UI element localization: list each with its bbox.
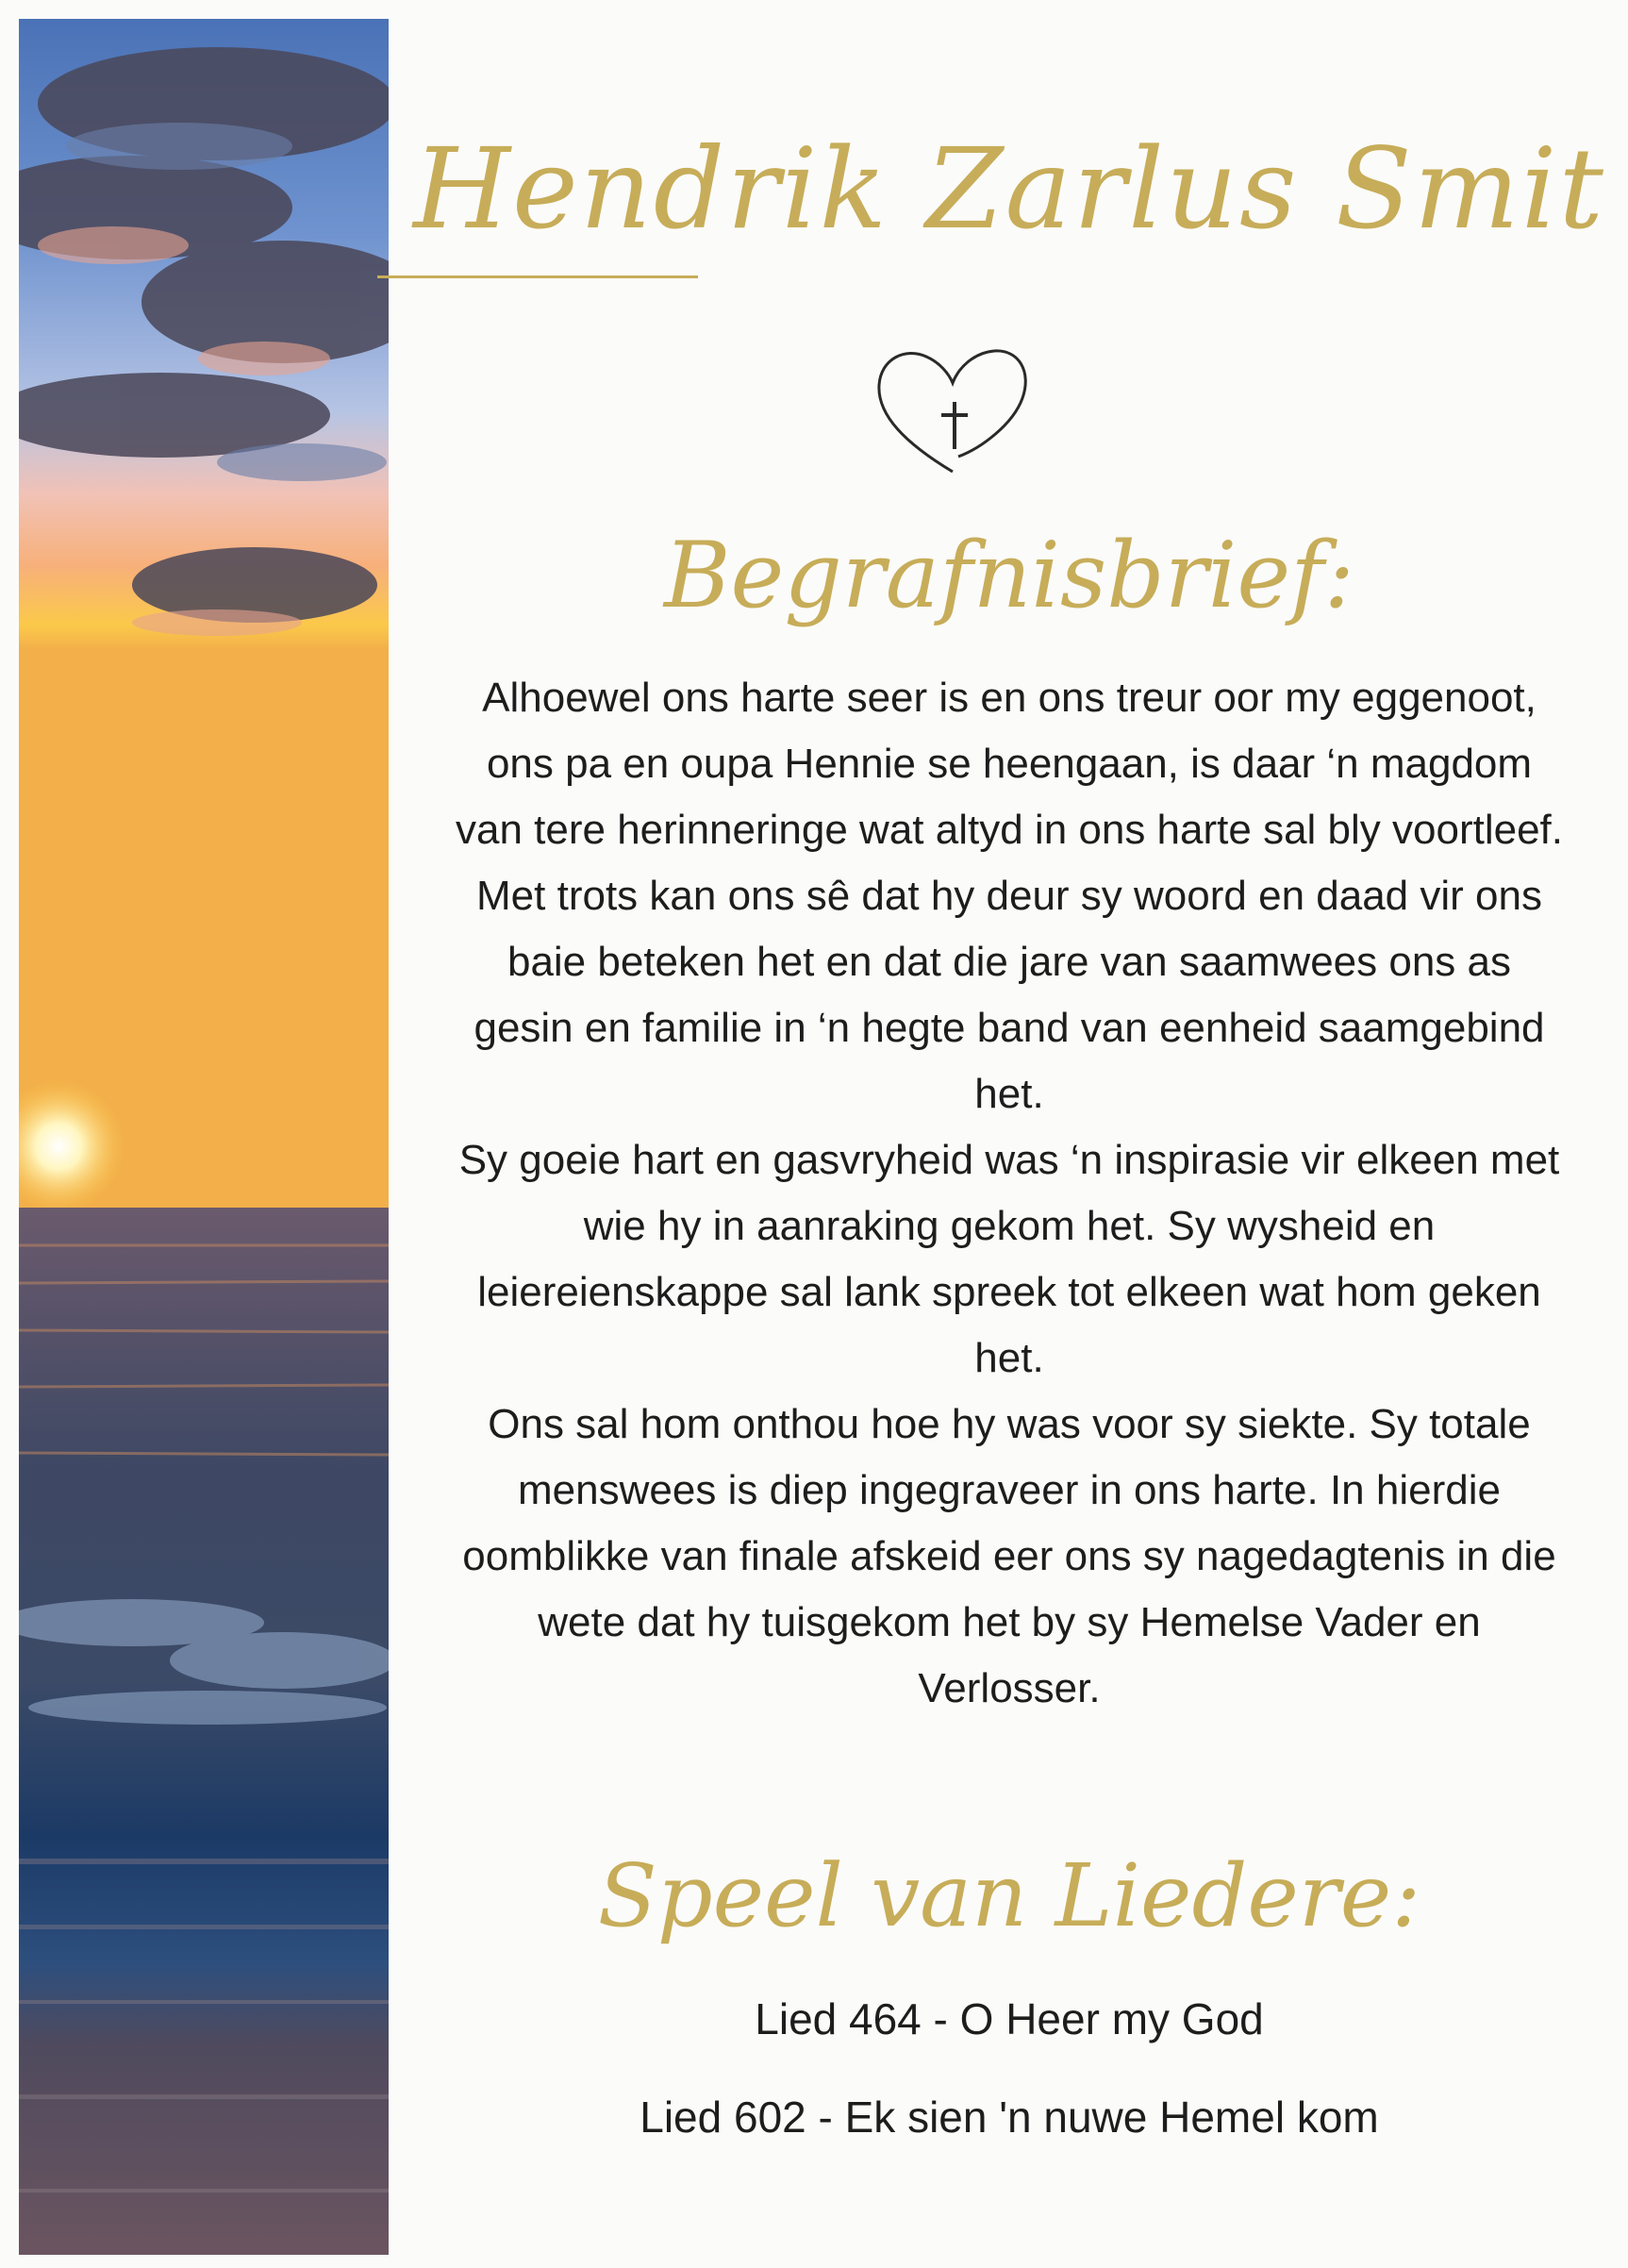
songs-heading: Speel van Liedere: xyxy=(597,1845,1421,1946)
letter-paragraph: Sy goeie hart en gasvryheid was ‘n inspirasie vir elkeen met wie hy in aanraking gekom het. Sy wysheid en leiereienskappe sal lank spreek tot elkeen wat hom geken het. xyxy=(458,1137,1560,1381)
letter-heading: Begrafnisbrief: xyxy=(664,523,1354,628)
title-text: Hendrik Zarlus Smit xyxy=(413,124,1605,254)
songs-list xyxy=(453,1986,1566,2182)
heart-cross-icon xyxy=(868,340,1038,481)
letter-content xyxy=(396,19,1622,2255)
song-item: Lied 602 - Ek sien 'n nuwe Hemel kom xyxy=(640,2093,1379,2142)
sunset-photo xyxy=(19,19,389,2255)
deceased-name-title xyxy=(396,75,1622,321)
letter-paragraph: Ons sal hom onthou hoe hy was voor sy siekte. Sy totale menswees is diep ingegraveer in ons harte. In hierdie oomblikke van finale afskeid eer ons sy nagedagtenis in die wete dat hy tuisgekom het by sy Hemelse Vader en Verlosser. xyxy=(462,1401,1556,1711)
letter-body xyxy=(453,665,1566,1722)
letter-paragraph: Met trots kan ons sê dat hy deur sy woord en daad vir ons baie beteken het en dat die jare van saamwees ons as gesin en familie in ‘n hegte band van eenheid saamgebind het. xyxy=(473,873,1545,1117)
letter-paragraph: Alhoewel ons harte seer is en ons treur oor my eggenoot, ons pa en oupa Hennie se heengaan, is daar ‘n magdom van tere herinneringe wat altyd in ons harte sal bly voortleef. xyxy=(456,675,1563,853)
song-item: Lied 464 - O Heer my God xyxy=(755,1994,1264,2043)
